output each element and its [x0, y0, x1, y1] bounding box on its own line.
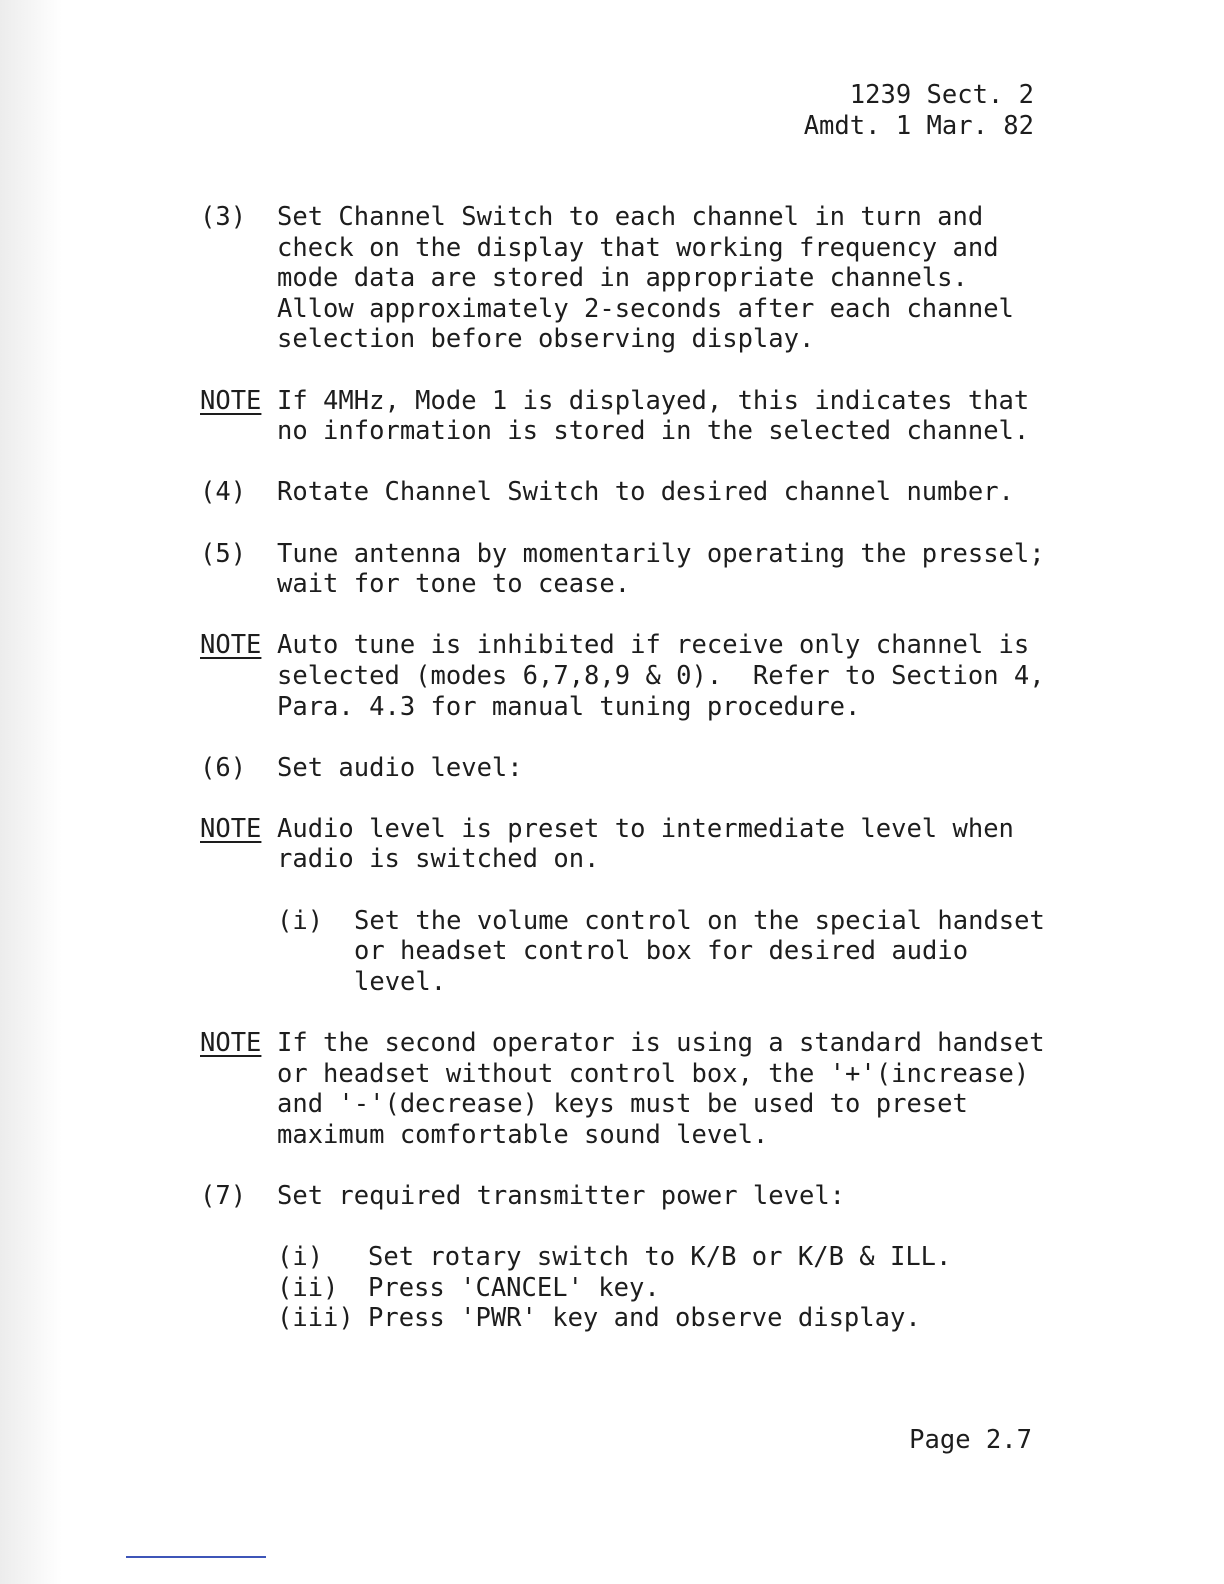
- step-marker: (7): [200, 1181, 247, 1211]
- text-line: Set the volume control on the special handset: [354, 905, 1045, 936]
- text-line: selection before observing display.: [277, 324, 815, 355]
- note-4: [200, 1028, 1050, 1150]
- note-marker: NOTE: [200, 385, 262, 416]
- substep-text: [354, 906, 1050, 998]
- step-7-iii: [277, 1303, 1050, 1334]
- note-text: [277, 814, 1050, 875]
- text-line: Audio level is preset to intermediate level when: [277, 813, 1014, 844]
- substep-marker: (iii): [277, 1303, 354, 1334]
- text-line: or headset without control box, the '+'(increase): [277, 1058, 1030, 1089]
- note-1: [200, 386, 1050, 447]
- step-3: [200, 202, 1050, 355]
- text-line: no information is stored in the selected channel.: [277, 416, 1030, 447]
- text-line: If the second operator is using a standard handset: [277, 1028, 1045, 1059]
- note-marker: NOTE: [200, 813, 262, 844]
- step-6: [200, 753, 1050, 784]
- step-text: [277, 1181, 1050, 1212]
- note-text: [277, 1028, 1050, 1150]
- note-2: [200, 630, 1050, 722]
- text-line: Set Channel Switch to each channel in turn and: [277, 202, 984, 232]
- step-7: [200, 1181, 1050, 1212]
- text-line: level.: [354, 966, 447, 997]
- text-line: Tune antenna by momentarily operating the pressel;: [277, 538, 1045, 569]
- step-marker: (5): [200, 538, 247, 569]
- substep-marker: (i): [277, 905, 324, 936]
- text-line: Set rotary switch to K/B or K/B & ILL.: [368, 1242, 952, 1273]
- text-line: Auto tune is inhibited if receive only channel is: [277, 630, 1030, 661]
- step-6-i: [277, 906, 1050, 998]
- amendment-reference: Amdt. 1 Mar. 82: [803, 111, 1034, 141]
- substep-marker: (ii): [277, 1272, 339, 1303]
- text-line: or headset control box for desired audio: [354, 936, 969, 967]
- text-line: Allow approximately 2-seconds after each channel: [277, 293, 1014, 324]
- step-4: [200, 477, 1050, 508]
- note-3: [200, 814, 1050, 875]
- step-marker: (3): [200, 202, 247, 232]
- text-line: maximum comfortable sound level.: [277, 1119, 769, 1150]
- text-line: Press 'PWR' key and observe display.: [368, 1303, 921, 1334]
- page-number: Page 2.7: [909, 1425, 1032, 1455]
- step-text: [277, 202, 1050, 355]
- text-line: Para. 4.3 for manual tuning procedure.: [277, 691, 861, 722]
- note-text: [277, 630, 1050, 722]
- substep-marker: (i): [277, 1242, 324, 1273]
- page-edge-shadow: [0, 0, 62, 1584]
- step-5: [200, 539, 1050, 600]
- note-marker: NOTE: [200, 630, 262, 661]
- step-text: [277, 753, 1050, 784]
- document-reference: [804, 80, 1034, 142]
- section-reference: 1239 Sect. 2: [849, 80, 1034, 110]
- text-line: Set required transmitter power level:: [277, 1181, 846, 1211]
- note-marker: NOTE: [200, 1028, 262, 1059]
- text-line: mode data are stored in appropriate channels.: [277, 263, 968, 294]
- text-line: Set audio level:: [277, 752, 523, 783]
- step-text: [277, 539, 1050, 600]
- text-line: If 4MHz, Mode 1 is displayed, this indicates that: [277, 385, 1030, 416]
- text-line: Rotate Channel Switch to desired channel number.: [277, 477, 1014, 508]
- text-line: wait for tone to cease.: [277, 569, 631, 600]
- text-line: check on the display that working frequency and: [277, 232, 999, 263]
- scan-edge-line: [126, 1556, 266, 1558]
- text-line: and '-'(decrease) keys must be used to preset: [277, 1089, 968, 1120]
- procedure-content: [200, 202, 1050, 1334]
- step-7-ii: [277, 1273, 1050, 1304]
- step-text: [277, 477, 1050, 508]
- step-marker: (4): [200, 477, 247, 508]
- step-marker: (6): [200, 752, 247, 783]
- text-line: radio is switched on.: [277, 844, 600, 875]
- note-text: [277, 386, 1050, 447]
- text-line: Press 'CANCEL' key.: [368, 1272, 660, 1303]
- text-line: selected (modes 6,7,8,9 & 0). Refer to Section 4,: [277, 660, 1045, 691]
- step-7-i: [277, 1242, 1050, 1273]
